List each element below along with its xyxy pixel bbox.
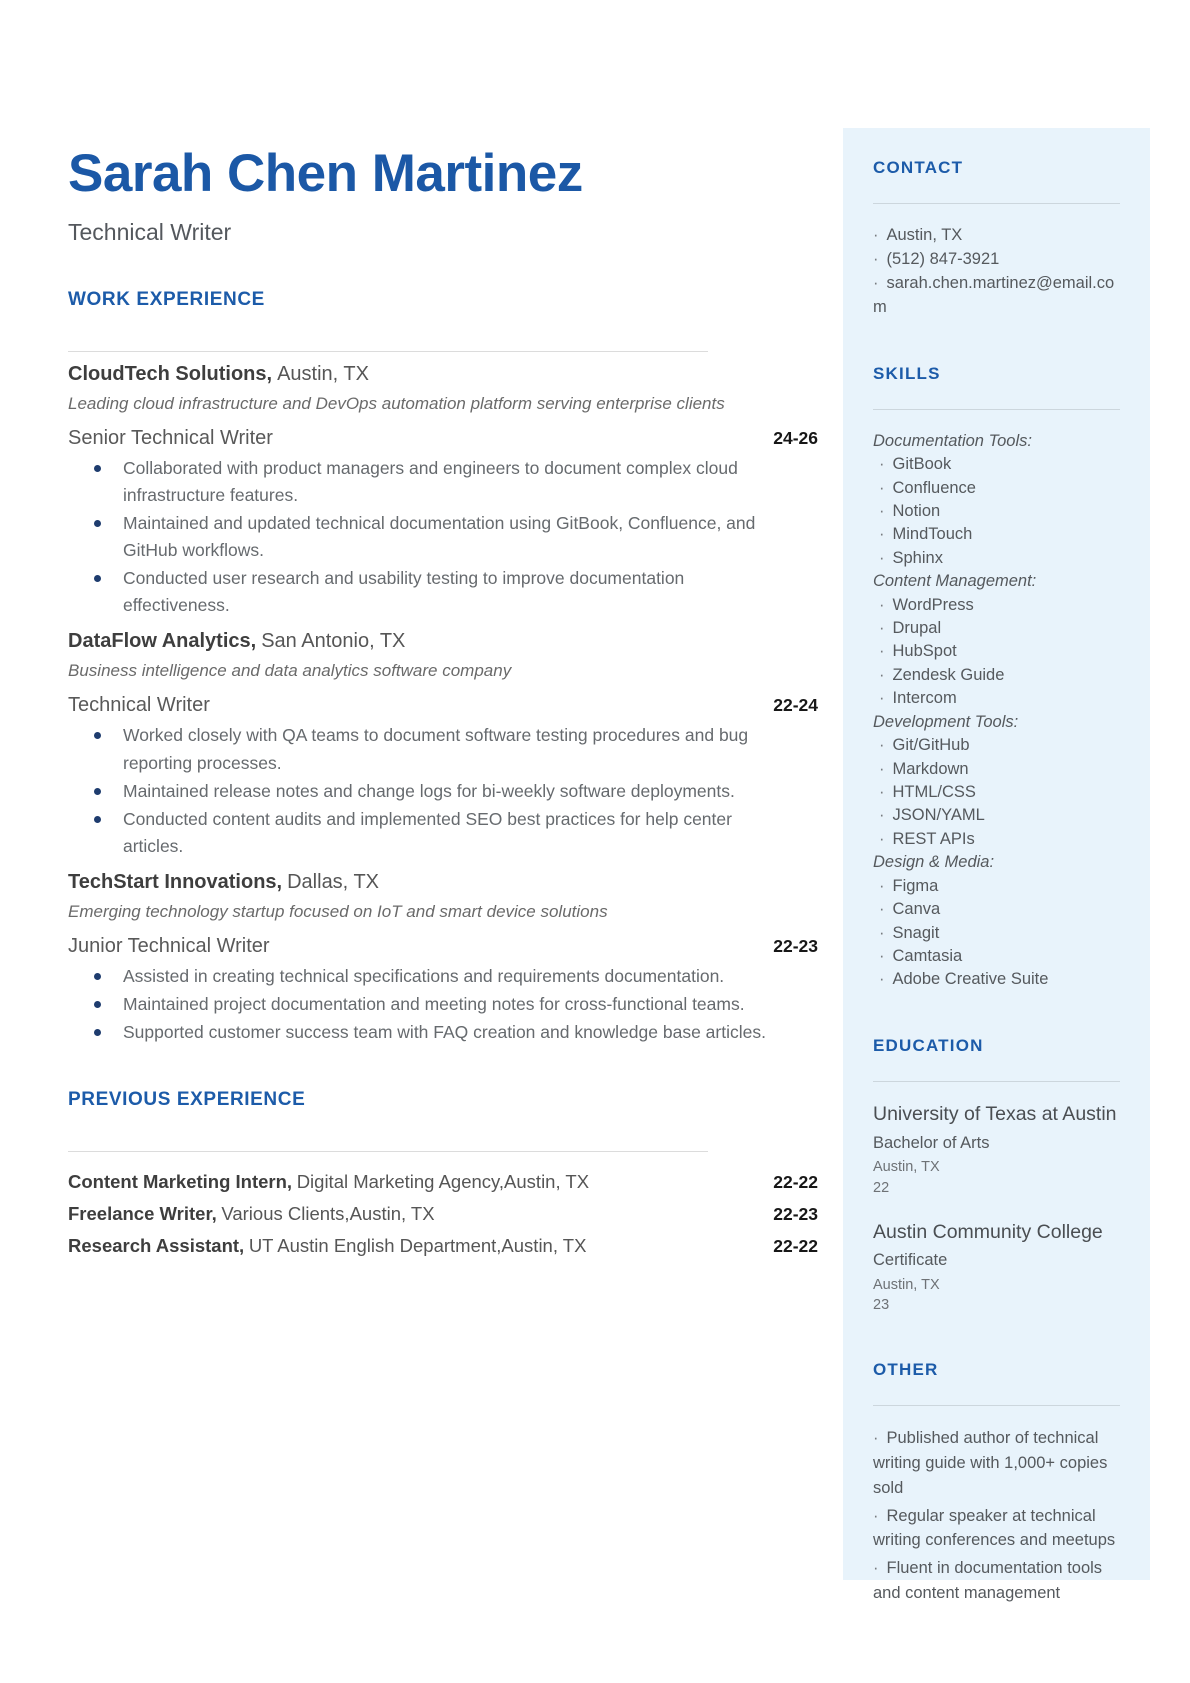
person-name: Sarah Chen Martinez	[68, 144, 583, 203]
bullet-dot: ·	[873, 273, 879, 292]
bullet-item: Conducted user research and usability testing to improve documentation effectiveness.	[123, 565, 768, 619]
work-experience-title: WORK EXPERIENCE	[68, 288, 265, 310]
previous-role: Freelance Writer,	[68, 1203, 217, 1225]
role-row	[68, 427, 818, 450]
school-degree: Certificate	[873, 1251, 948, 1270]
previous-role: Research Assistant,	[68, 1235, 245, 1257]
skill-group-label: Development Tools:	[873, 712, 1019, 731]
skill-item: · JSON/YAML	[879, 806, 985, 825]
skill-item: · Confluence	[879, 478, 976, 497]
previous-role-row	[68, 1198, 818, 1230]
job-bullets	[68, 455, 818, 620]
skill-item: · REST APIs	[879, 829, 975, 848]
school-degree: Bachelor of Arts	[873, 1133, 990, 1152]
skill-item: · Sphinx	[879, 548, 943, 567]
bullet-dot: ·	[879, 665, 885, 684]
skill-item: · Notion	[879, 501, 941, 520]
skill-item: · GitBook	[879, 455, 952, 474]
skill-item: · Snagit	[879, 923, 940, 942]
bullet-dot: ·	[879, 501, 885, 520]
previous-role-row	[68, 1166, 818, 1198]
role-row	[68, 694, 818, 717]
job-bullets	[68, 963, 818, 1046]
bullet-dot: ·	[879, 806, 885, 825]
skill-item: · HubSpot	[879, 642, 957, 661]
skill-group	[873, 570, 1120, 711]
bullet-dot: ·	[879, 783, 885, 802]
job-role: Senior Technical Writer	[68, 426, 273, 449]
company-name: DataFlow Analytics,	[68, 630, 257, 653]
company-name: CloudTech Solutions,	[68, 362, 273, 385]
previous-dates: 22-22	[773, 1172, 818, 1193]
company-location: Austin, TX	[277, 362, 369, 385]
bullet-dot: ·	[873, 1429, 879, 1448]
bullet-dot: ·	[873, 1506, 879, 1525]
company-summary: Leading cloud infrastructure and DevOps automation platform serving enterprise clients	[68, 393, 725, 413]
previous-role: Content Marketing Intern,	[68, 1171, 293, 1193]
contact-email: · sarah.chen.martinez@email.com	[873, 273, 1115, 316]
bullet-item: Assisted in creating technical specifications and requirements documentation.	[123, 963, 768, 990]
education-entry	[873, 1102, 1120, 1199]
skill-group	[873, 711, 1120, 852]
company-line	[68, 363, 818, 386]
school-location: Austin, TX	[873, 1158, 940, 1175]
section-divider	[68, 351, 708, 352]
skill-item: · Camtasia	[879, 946, 963, 965]
job-dates: 24-26	[773, 427, 818, 448]
other-item: · Published author of technical writing guide with 1,000+ copies sold	[873, 1429, 1108, 1497]
skill-item: · Drupal	[879, 619, 942, 638]
job-dates: 22-24	[773, 695, 818, 716]
skill-group-label: Content Management:	[873, 572, 1037, 591]
school-year: 22	[873, 1179, 890, 1196]
education-entry	[873, 1220, 1120, 1317]
skill-item: · MindTouch	[879, 525, 973, 544]
job-role: Junior Technical Writer	[68, 935, 270, 958]
skill-item: · HTML/CSS	[879, 783, 976, 802]
previous-detail: UT Austin English Department,Austin, TX	[248, 1235, 587, 1257]
person-title: Technical Writer	[68, 218, 232, 245]
bullet-dot: ·	[873, 249, 879, 268]
bullet-item: Conducted content audits and implemented SEO best practices for help center articles.	[123, 806, 768, 860]
contact-phone: · (512) 847-3921	[873, 249, 1000, 268]
previous-dates: 22-23	[773, 1204, 818, 1225]
bullet-item: Worked closely with QA teams to document software testing procedures and bug reporting processes.	[123, 722, 768, 776]
company-location: Dallas, TX	[287, 871, 379, 894]
bullet-dot: ·	[879, 478, 885, 497]
school-name: University of Texas at Austin	[873, 1102, 1117, 1125]
section-divider	[68, 1151, 708, 1152]
skill-item: · Canva	[879, 900, 941, 919]
company-line	[68, 871, 818, 894]
bullet-dot: ·	[879, 876, 885, 895]
bullet-dot: ·	[873, 226, 879, 244]
skill-item: · Figma	[879, 876, 939, 895]
skill-group	[873, 851, 1120, 992]
bullet-dot: ·	[879, 970, 885, 989]
job-entry	[68, 871, 818, 1046]
contact-location: · Austin, TX	[873, 226, 963, 244]
school-year: 23	[873, 1297, 890, 1314]
bullet-item: Supported customer success team with FAQ creation and knowledge base articles.	[123, 1019, 768, 1046]
main-column	[68, 0, 818, 1262]
sidebar	[843, 128, 1150, 1609]
previous-dates: 22-22	[773, 1236, 818, 1257]
skill-group	[873, 430, 1120, 571]
school-name: Austin Community College	[873, 1220, 1103, 1243]
skill-item: · WordPress	[879, 595, 974, 614]
company-summary: Business intelligence and data analytics software company	[68, 661, 512, 681]
skill-item: · Git/GitHub	[879, 736, 970, 755]
bullet-dot: ·	[879, 900, 885, 919]
previous-detail: Digital Marketing Agency,Austin, TX	[296, 1171, 590, 1193]
sidebar-divider	[873, 1405, 1120, 1406]
bullet-dot: ·	[873, 1559, 879, 1578]
bullet-dot: ·	[879, 642, 885, 661]
other-section-title: OTHER	[873, 1360, 939, 1380]
education-section-title: EDUCATION	[873, 1035, 984, 1055]
other-item: · Regular speaker at technical writing conferences and meetups	[873, 1506, 1116, 1550]
bullet-dot: ·	[879, 595, 885, 614]
company-name: TechStart Innovations,	[68, 871, 283, 894]
previous-role-row	[68, 1230, 818, 1262]
job-entry	[68, 630, 818, 860]
job-bullets	[68, 722, 818, 860]
previous-experience-title: PREVIOUS EXPERIENCE	[68, 1089, 306, 1111]
bullet-item: Maintained release notes and change logs for bi-weekly software deployments.	[123, 778, 768, 805]
contact-section-title: CONTACT	[873, 158, 964, 177]
role-row	[68, 935, 818, 958]
previous-experience-list	[68, 1166, 818, 1261]
other-item: · Fluent in documentation tools and content management	[873, 1559, 1103, 1602]
skill-item: · Zendesk Guide	[879, 665, 1005, 684]
bullet-item: Maintained and updated technical documentation using GitBook, Confluence, and GitHub workflows.	[123, 510, 768, 564]
bullet-item: Maintained project documentation and meeting notes for cross-functional teams.	[123, 991, 768, 1018]
skill-group-label: Documentation Tools:	[873, 431, 1032, 450]
bullet-dot: ·	[879, 829, 885, 848]
bullet-dot: ·	[879, 923, 885, 942]
company-location: San Antonio, TX	[261, 630, 406, 653]
skill-group-label: Design & Media:	[873, 853, 995, 872]
bullet-dot: ·	[879, 946, 885, 965]
bullet-dot: ·	[879, 619, 885, 638]
bullet-dot: ·	[879, 759, 885, 778]
skill-item: · Intercom	[879, 689, 957, 708]
bullet-item: Collaborated with product managers and engineers to document complex cloud infrastructure features.	[123, 455, 768, 509]
sidebar-divider	[873, 203, 1120, 204]
job-entry	[68, 363, 818, 620]
bullet-dot: ·	[879, 525, 885, 544]
job-role: Technical Writer	[68, 694, 210, 717]
skill-item: · Markdown	[879, 759, 969, 778]
bullet-dot: ·	[879, 689, 885, 708]
skills-section-title: SKILLS	[873, 363, 941, 383]
bullet-dot: ·	[879, 548, 885, 567]
company-line	[68, 630, 818, 653]
bullet-dot: ·	[879, 455, 885, 474]
company-summary: Emerging technology startup focused on IoT and smart device solutions	[68, 902, 608, 922]
previous-detail: Various Clients,Austin, TX	[221, 1203, 435, 1225]
skill-item: · Adobe Creative Suite	[879, 970, 1049, 989]
job-dates: 22-23	[773, 936, 818, 957]
school-location: Austin, TX	[873, 1276, 940, 1293]
bullet-dot: ·	[879, 736, 885, 755]
sidebar-divider	[873, 409, 1120, 410]
sidebar-divider	[873, 1081, 1120, 1082]
